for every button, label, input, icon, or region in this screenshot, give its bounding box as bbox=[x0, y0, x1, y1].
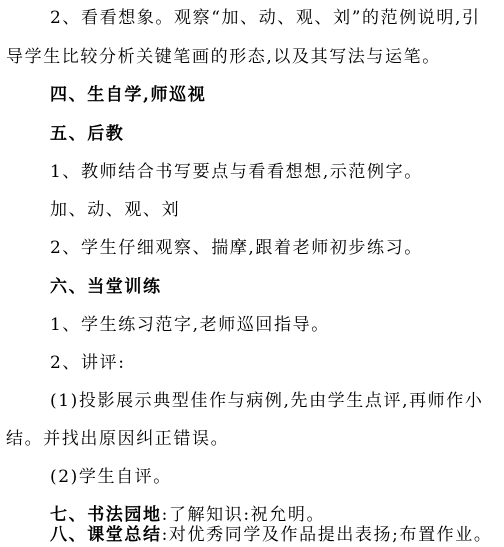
paragraph-line: 2、讲评: bbox=[50, 353, 126, 373]
section-heading-with-text bbox=[50, 504, 325, 526]
paragraph-line: 加、动、观、刘 bbox=[50, 200, 181, 220]
paragraph-line: 1、教师结合书写要点与看看想想,示范例字。 bbox=[50, 162, 423, 182]
section-heading: 四、生自学,师巡视 bbox=[50, 85, 207, 105]
section-heading-with-text bbox=[50, 524, 492, 546]
paragraph-line: 结。并找出原因纠正错误。 bbox=[6, 429, 230, 449]
section-heading: 八、课堂总结 bbox=[50, 525, 162, 545]
paragraph-line: 2、看看想象。观察“加、动、观、刘”的范例说明,引 bbox=[50, 8, 481, 28]
section-text: :了解知识:祝允明。 bbox=[161, 505, 326, 525]
paragraph-line: 1、学生练习范字,老师巡回指导。 bbox=[50, 315, 330, 335]
section-text: :对优秀同学及作品提出表扬;布置作业。 bbox=[161, 525, 493, 545]
paragraph-line: 导学生比较分析关键笔画的形态,以及其写法与运笔。 bbox=[6, 47, 441, 67]
section-heading: 五、后教 bbox=[50, 124, 125, 144]
section-heading: 七、书法园地 bbox=[50, 505, 162, 525]
section-heading: 六、当堂训练 bbox=[50, 277, 162, 297]
paragraph-line: (2)学生自评。 bbox=[50, 467, 172, 487]
paragraph-line: 2、学生仔细观察、揣摩,跟着老师初步练习。 bbox=[50, 238, 423, 258]
paragraph-line: (1)投影展示典型佳作与病例,先由学生点评,再师作小 bbox=[50, 391, 484, 411]
